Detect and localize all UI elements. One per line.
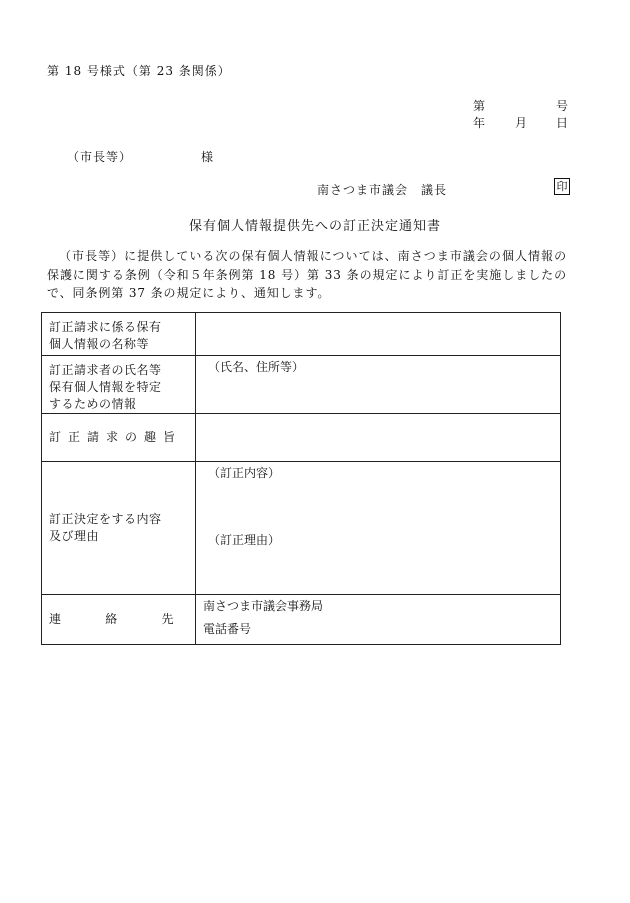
table-row	[42, 595, 561, 645]
row-value-info-name	[196, 313, 561, 356]
label-line: 訂正請求に係る保有	[49, 320, 162, 334]
seal-mark: 印	[554, 178, 570, 195]
label-line: 及び理由	[49, 529, 100, 543]
addressee-honorific: 様	[201, 150, 214, 164]
contact-phone: 電話番号	[203, 622, 252, 636]
row-label-contact	[42, 595, 196, 645]
contact-office: 南さつま市議会事務局	[203, 599, 324, 613]
doc-number-suffix: 号	[556, 99, 569, 113]
correction-content-hint: （訂正内容）	[208, 466, 281, 480]
requester-hint: （氏名、住所等）	[208, 360, 305, 374]
document-title: 保有個人情報提供先への訂正決定通知書	[188, 219, 441, 234]
row-value-contact	[196, 595, 561, 645]
label-line: 訂正決定をする内容	[49, 512, 162, 526]
table-row	[42, 414, 561, 462]
intro-paragraph: （市長等）に提供している次の保有個人情報については、南さつま市議会の個人情報の保護に関する条例（令和５年条例第 18 号）第 33 条の規定により訂正を実施しましたので、同条例第 37 条の規定により、通知します。	[47, 249, 567, 300]
label-char: 先	[161, 612, 174, 626]
label-char: 連	[49, 612, 62, 626]
table-row	[42, 462, 561, 595]
row-label-requester	[42, 356, 196, 414]
date-day: 日	[556, 116, 569, 130]
label-line: するための情報	[49, 397, 137, 411]
doc-number-prefix: 第	[473, 99, 486, 113]
row-label-info-name	[42, 313, 196, 356]
date-month: 月	[515, 116, 528, 130]
form-number: 第 18 号様式（第 23 条関係）	[47, 64, 231, 78]
label-line: 個人情報の名称等	[49, 337, 150, 351]
label-char: 絡	[105, 612, 118, 626]
row-value-decision	[196, 462, 561, 595]
correction-reason-hint: （訂正理由）	[208, 533, 281, 547]
row-value-purpose	[196, 414, 561, 462]
sender-name: 南さつま市議会 議長	[317, 183, 448, 197]
label-line: 訂正請求の趣旨	[49, 430, 183, 444]
label-line: 訂正請求者の氏名等	[49, 363, 162, 377]
row-label-decision	[42, 462, 196, 595]
table-row	[42, 313, 561, 356]
date-year: 年	[473, 116, 486, 130]
row-label-purpose	[42, 414, 196, 462]
table-row	[42, 356, 561, 414]
label-line: 保有個人情報を特定	[49, 380, 162, 394]
row-value-requester	[196, 356, 561, 414]
notice-table	[41, 312, 561, 645]
addressee-name: （市長等）	[67, 150, 133, 164]
